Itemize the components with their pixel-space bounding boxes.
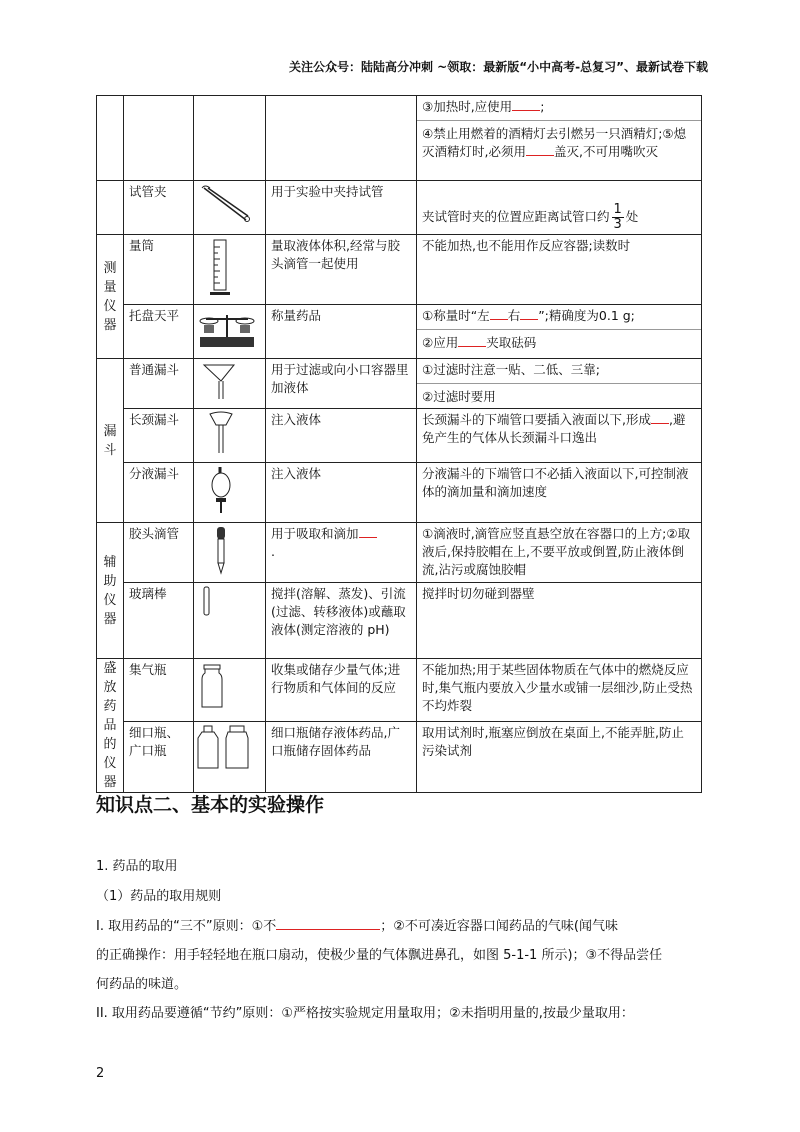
instrument-note: 不能加热,也不能用作反应容器;读数时 xyxy=(417,235,702,305)
instrument-note: 取用试剂时,瓶塞应倒放在桌面上,不能弄脏,防止污染试剂 xyxy=(417,722,702,793)
balance-icon xyxy=(196,307,258,351)
instrument-table xyxy=(96,95,702,793)
instrument-note: 分液漏斗的下端管口不必插入液面以下,可控制液体的滴加量和滴加速度 xyxy=(417,463,702,523)
instrument-use: 注入液体 xyxy=(266,463,417,523)
instrument-use: 注入液体 xyxy=(266,409,417,463)
paragraph: I. 取用药品的“三不”原则：①不 ；②不可凑近容器口闻药品的气味(闻气味 xyxy=(96,919,618,934)
instrument-name: 托盘天平 xyxy=(124,305,194,359)
table-row xyxy=(97,235,702,305)
instrument-name: 玻璃棒 xyxy=(124,583,194,659)
table-cell-note: ②过滤时要用 xyxy=(417,383,701,406)
category-label: 辅助仪器 xyxy=(103,554,117,627)
table-row xyxy=(97,463,702,523)
section-title: 知识点二、基本的实验操作 xyxy=(96,794,325,816)
table-row: 试管夹 用于实验中夹持试管 夹试管时夹的位置应距离试管口约 $\frac{1}{3}$ 处 xyxy=(97,181,702,235)
page-header: 关注公众号：陆陆高分冲刺 ~领取：最新版“小中高考-总复习”、最新试卷下载 xyxy=(289,60,708,74)
instrument-use: 细口瓶储存液体药品,广口瓶储存固体药品 xyxy=(266,722,417,793)
long-neck-funnel-icon xyxy=(196,411,246,455)
funnel-icon xyxy=(196,361,246,401)
instrument-name: 量筒 xyxy=(124,235,194,305)
table-row xyxy=(97,359,702,409)
instrument-name: 分液漏斗 xyxy=(124,463,194,523)
table-row xyxy=(97,523,702,583)
paragraph: 何药品的味道。 xyxy=(96,977,188,992)
table-row xyxy=(97,722,702,793)
glass-rod-icon xyxy=(196,585,246,619)
instrument-name: 胶头滴管 xyxy=(124,523,194,583)
graduated-cylinder-icon xyxy=(196,237,256,297)
dropper-icon xyxy=(196,525,246,575)
fraction-one-third: $\frac{1}{3}$ xyxy=(613,202,622,232)
table-row xyxy=(97,583,702,659)
table-row xyxy=(97,659,702,722)
category-label: 盛放药品的仪器 xyxy=(103,661,117,790)
instrument-name: 细口瓶、广口瓶 xyxy=(124,722,194,793)
instrument-name: 试管夹 xyxy=(124,181,194,235)
table-cell-note: ②应用 夹取砝码 xyxy=(417,329,701,352)
instrument-use: 量取液体体积,经常与胶头滴管一起使用 xyxy=(266,235,417,305)
gas-jar-icon xyxy=(196,661,246,711)
paragraph: （1）药品的取用规则 xyxy=(96,889,222,904)
instrument-name: 长颈漏斗 xyxy=(124,409,194,463)
instrument-use: 用于过滤或向小口容器里加液体 xyxy=(266,359,417,409)
instrument-name: 集气瓶 xyxy=(124,659,194,722)
instrument-note: ①滴液时,滴管应竖直悬空放在容器口的上方;②取液后,保持胶帽在上,不要平放或倒置,防止液体倒流,沾污或腐蚀胶帽 xyxy=(417,523,702,583)
instrument-use: 用于实验中夹持试管 xyxy=(266,181,417,235)
category-label: 测量仪器 xyxy=(103,260,117,333)
table-cell-note: ①称量时“左 右 ”;精确度为0.1 g; xyxy=(422,308,635,323)
category-label: 漏斗 xyxy=(103,423,117,458)
separatory-funnel-icon xyxy=(196,465,246,515)
instrument-note: 不能加热;用于某些固体物质在气体中的燃烧反应时,集气瓶内要放入少量水或铺一层细沙,防止受热不均炸裂 xyxy=(417,659,702,722)
instrument-name: 普通漏斗 xyxy=(124,359,194,409)
table-cell-note: ①过滤时注意一贴、二低、三靠; xyxy=(422,362,600,377)
table-row xyxy=(97,305,702,359)
test-tube-holder-icon xyxy=(196,183,256,227)
reagent-bottles-icon xyxy=(196,724,258,772)
instrument-note: 搅拌时切勿碰到器壁 xyxy=(417,583,702,659)
table-cell-note: 长颈漏斗的下端管口要插入液面以下,形成 ,避免产生的气体从长颈漏斗口逸出 xyxy=(417,409,702,463)
paragraph: 1. 药品的取用 xyxy=(96,859,178,874)
instrument-use: 搅拌(溶解、蒸发)、引流(过滤、转移液体)或蘸取液体(测定溶液的 pH) xyxy=(266,583,417,659)
instrument-use: 称量药品 xyxy=(266,305,417,359)
instrument-use: 收集或储存少量气体;进行物质和气体间的反应 xyxy=(266,659,417,722)
paragraph: II. 取用药品要遵循“节约”原则：①严格按实验规定用量取用；②未指明用量的,按最少量取用： xyxy=(96,1006,634,1021)
table-cell-use: 用于吸取和滴加 . xyxy=(266,523,417,583)
table-row xyxy=(97,96,702,181)
paragraph: 的正确操作：用手轻轻地在瓶口扇动，使极少量的气体飘进鼻孔，如图 5-1-1 所示)；③不得品尝任 xyxy=(96,948,663,963)
table-row xyxy=(97,409,702,463)
page-number: 2 xyxy=(96,1066,105,1081)
table-cell-note: ③加热时,应使用 ; xyxy=(422,99,545,114)
table-cell-note: ④禁止用燃着的酒精灯去引燃另一只酒精灯;⑤熄灭酒精灯时,必须用 盖灭,不可用嘴吹灭 xyxy=(417,120,701,161)
